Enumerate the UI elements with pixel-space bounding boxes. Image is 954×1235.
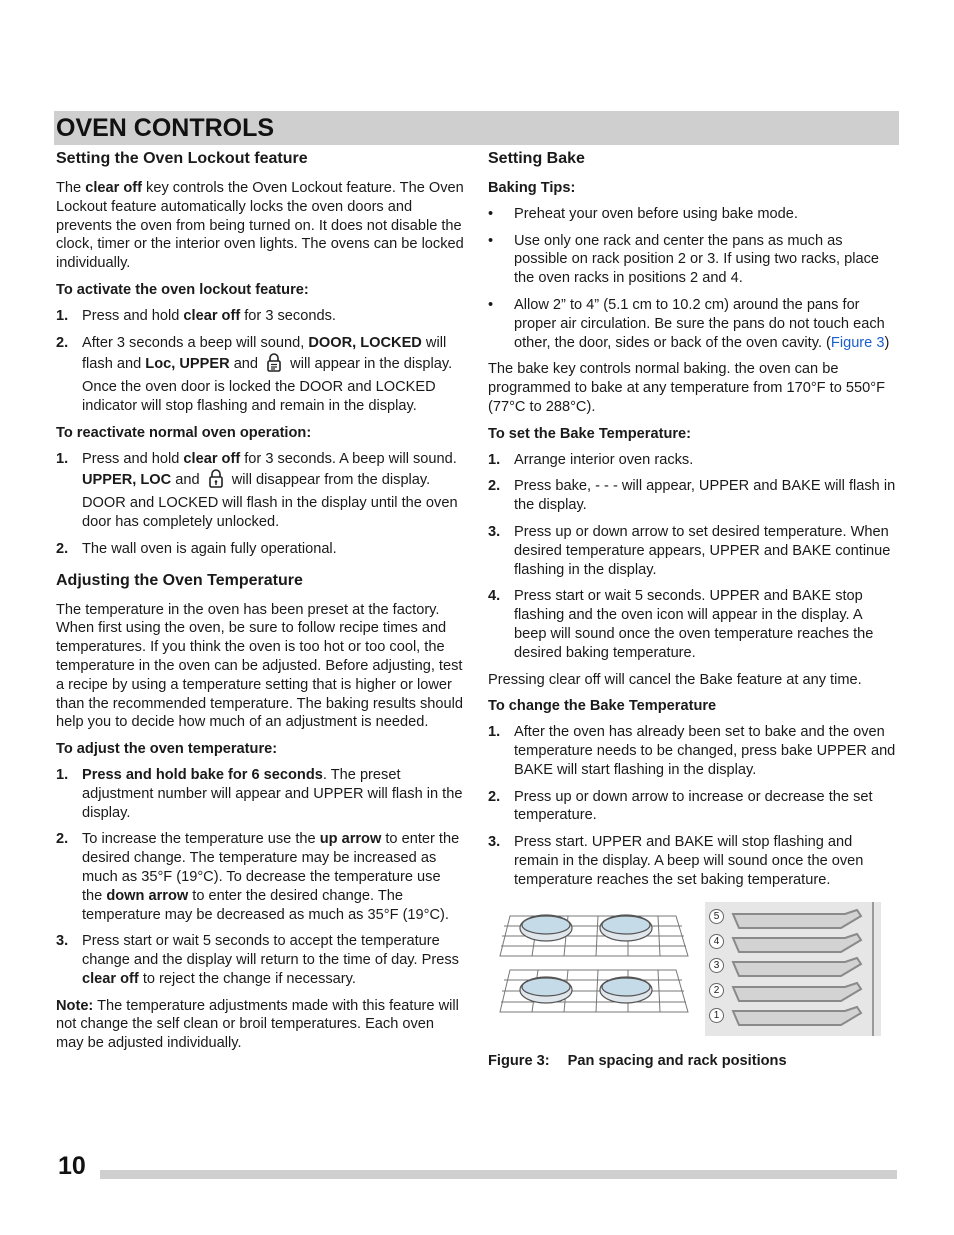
list-item: 3. Press start or wait 5 seconds to accept the temperature change and the display will return to the time of day. Press clear off to reject the change if necessary.	[56, 933, 459, 987]
tips-heading: Baking Tips:	[488, 180, 576, 196]
list-item: 1. Press and hold clear off for 3 seconds. A beep will sound. UPPER, LOC and will disappear from the display. DOOR and LOCKED will flash in the display until the oven door has completely unlocked.	[56, 450, 458, 530]
list-item: 4. Press start or wait 5 seconds. UPPER and BAKE stop flashing and the oven icon will appear in the display. A beep will sound once the oven temperature reaches the desired baking temperature.	[488, 588, 874, 661]
list-item: 2. The wall oven is again fully operational.	[56, 540, 337, 557]
adjust-heading: Adjusting the Oven Temperature	[56, 571, 303, 589]
page-number: 10	[58, 1152, 86, 1180]
list-item: • Use only one rack and center the pans as much as possible on rack position 2 or 3. If using two racks, place the oven racks in positions 2 and 4.	[488, 232, 880, 287]
list-item: 2. Press up or down arrow to increase or decrease the set temperature.	[488, 788, 873, 824]
rack-number: 3	[709, 958, 724, 973]
activate-steps	[56, 307, 464, 416]
cancel-text: Pressing clear off will cancel the Bake feature at any time.	[488, 671, 862, 688]
change-bake-steps	[488, 723, 896, 889]
rack-number: 2	[709, 983, 724, 998]
list-item: 2. To increase the temperature use the up arrow to enter the desired change. The temperature may be increased as much as 35°F (19°C). To decrease the temperature use the down arrow to enter the desired change. The temperature may be decreased as much as 35°F (19°C).	[56, 831, 460, 923]
page-title: OVEN CONTROLS	[56, 114, 275, 142]
list-item: 2. After 3 seconds a beep will sound, DOOR, LOCKED will flash and Loc, UPPER and will appear in the display. Once the oven door is locked the DOOR and LOCKED indicator will stop flashing and remain in the display.	[56, 334, 453, 414]
bake-heading: Setting Bake	[488, 150, 585, 167]
list-item: 1. After the oven has already been set to bake and the oven temperature needs to be changed, press bake UPPER and BAKE will start flashing in the display.	[488, 724, 896, 778]
tips-list	[488, 205, 896, 353]
left-column	[56, 149, 464, 1061]
list-item: 3. Press up or down arrow to set desired temperature. When desired temperature appears, UPPER and BAKE continue flashing in the display.	[488, 523, 891, 578]
lockout-intro: The clear off key controls the Oven Lockout feature. The Oven Lockout feature automatically locks the oven doors and prevents the oven from being turned on. It does not disable the clock, timer or the interior oven lights. The ovens can be locked individually.	[56, 180, 464, 272]
adjust-note: Note: The temperature adjustments made with this feature will not change the self clean or broil temperatures. Each oven may be adjusted individually.	[56, 997, 459, 1052]
change-bake-heading: To change the Bake Temperature	[488, 698, 717, 715]
bake-intro: The bake key controls normal baking. the oven can be programmed to bake at any temperature from 170°F to 550°F (77°C to 288°C).	[488, 361, 885, 415]
set-bake-steps	[488, 451, 896, 663]
rack-guides-graphic	[705, 902, 881, 1036]
rack-number: 5	[709, 909, 724, 924]
rack-number: 4	[709, 934, 724, 949]
lockout-heading: Setting the Oven Lockout feature	[56, 150, 308, 167]
figure-3-link[interactable]: Figure 3	[830, 334, 885, 351]
list-item: 2. Press bake, - - - will appear, UPPER and BAKE will flash in the display.	[488, 478, 896, 514]
rack-positions-illustration	[705, 902, 881, 1036]
figure-3	[488, 902, 896, 1042]
pan-spacing-illustration	[498, 908, 690, 1028]
list-item: 1. Press and hold bake for 6 seconds. The preset adjustment number will appear and UPPER will flash in the display.	[56, 766, 463, 821]
unlock-icon	[208, 468, 224, 494]
right-column	[488, 149, 896, 1070]
list-item: 1. Arrange interior oven racks.	[488, 451, 694, 468]
figure-caption: Figure 3: Pan spacing and rack positions	[488, 1052, 787, 1069]
lock-icon	[266, 352, 282, 378]
adjust-intro: The temperature in the oven has been preset at the factory. When first using the oven, be sure to follow recipe times and temperatures. If you think the oven is too hot or too cool, the temperature in the oven can be adjusted. Before adjusting, test a recipe by using a temperature setting that is higher or lower than the recommended temperature. The baking results should help you to decide how much of an adjustment is needed.	[56, 601, 463, 731]
adjust-steps-heading: To adjust the oven temperature:	[56, 741, 278, 758]
list-item: 1. Press and hold clear off for 3 seconds.	[56, 307, 336, 324]
list-item: 3. Press start. UPPER and BAKE will stop flashing and remain in the display. A beep will sound once the oven temperature reaches the set baking temperature.	[488, 834, 864, 888]
activate-heading: To activate the oven lockout feature:	[56, 281, 309, 298]
list-item: • Allow 2” to 4” (5.1 cm to 10.2 cm) around the pans for proper air circulation. Be sure the pans do not touch each other, the door, sides or back of the oven cavity. (Figure 3)	[488, 296, 890, 351]
adjust-steps	[56, 766, 464, 989]
reactivate-steps	[56, 450, 464, 559]
list-item: • Preheat your oven before using bake mode.	[488, 205, 798, 222]
reactivate-heading: To reactivate normal oven operation:	[56, 424, 312, 441]
rack-number: 1	[709, 1008, 724, 1023]
set-bake-heading: To set the Bake Temperature:	[488, 425, 692, 442]
title-bar	[54, 111, 899, 145]
footer-bar	[100, 1170, 897, 1179]
